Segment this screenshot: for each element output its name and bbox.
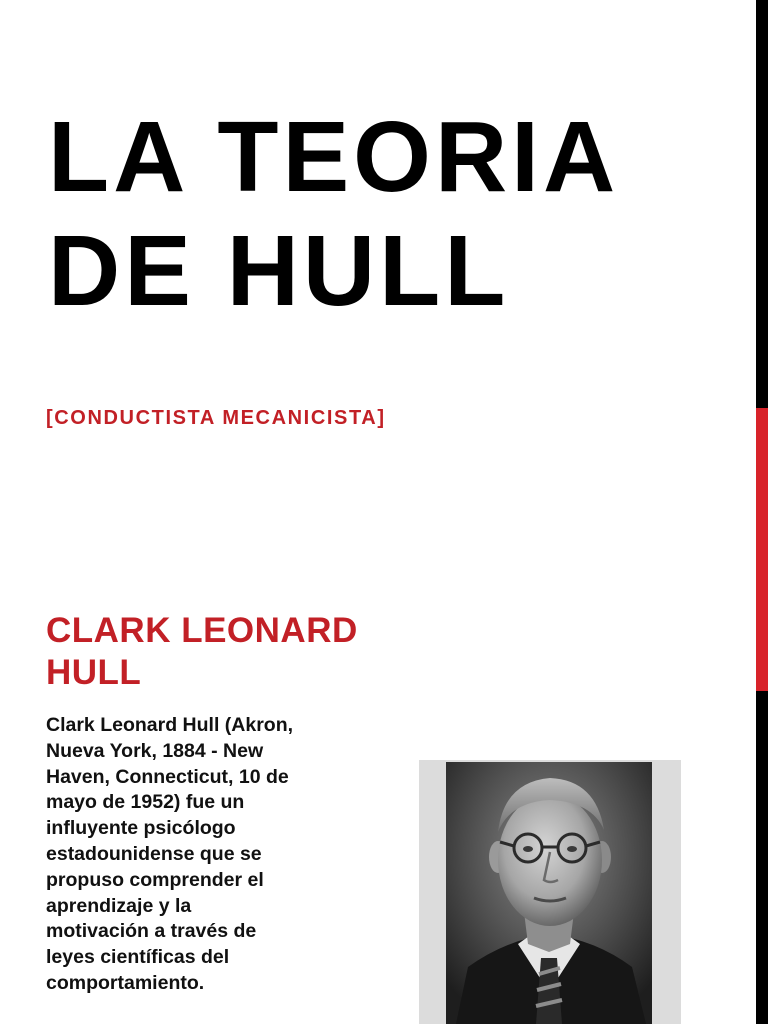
side-bar-bottom — [756, 691, 768, 1024]
slide-subtitle: [CONDUCTISTA MECANICISTA] — [46, 407, 386, 429]
portrait-photo — [446, 762, 652, 1024]
biography-text: Clark Leonard Hull (Akron, Nueva York, 1884 - New Haven, Connecticut, 10 de mayo de 1952) fue un influyente psicólogo estadounidense que se propuso comprender el aprendizaje y la motivación a través de leyes científicas del comportamiento. — [46, 714, 294, 994]
side-bar-accent — [756, 408, 768, 691]
section-heading-line-2: HULL — [46, 653, 142, 692]
slide-title — [48, 100, 728, 328]
side-bar-top — [756, 0, 768, 408]
slide-title-line-1: LA TEORIA — [48, 101, 620, 213]
section-heading-line-1: CLARK LEONARD — [46, 611, 358, 650]
section-heading — [46, 610, 358, 694]
slide-title-line-2: DE HULL — [48, 215, 510, 327]
portrait-frame — [419, 760, 681, 1024]
